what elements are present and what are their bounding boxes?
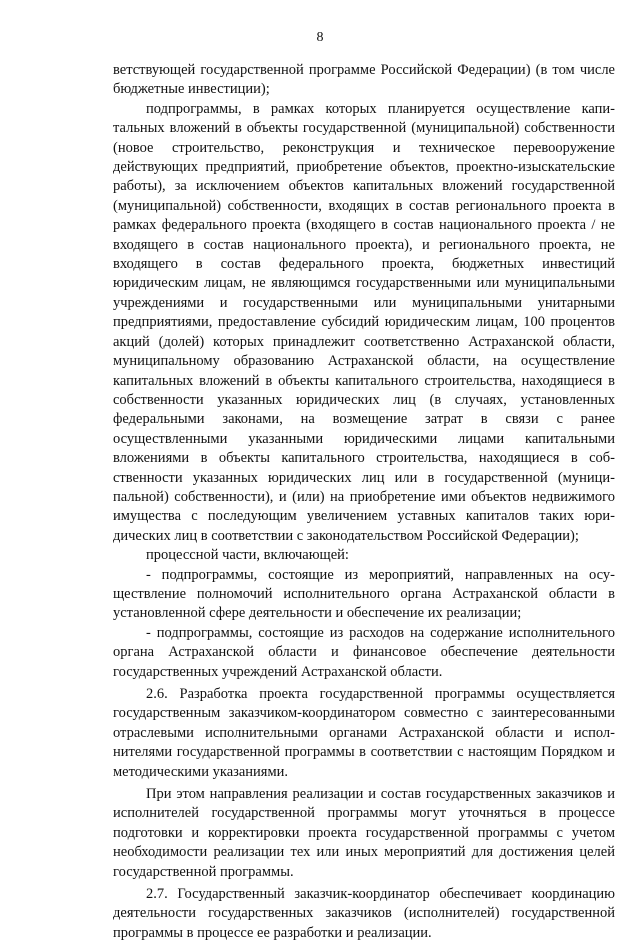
paragraph-section-2-7: 2.7. Государственный заказчик-координатор обеспечивает координацию деятельности государственных заказчиков (исполнителей) государственной программы в процессе ее разработки и реализации. (113, 886, 615, 941)
paragraph-process-part: процессной части, включающей: (146, 547, 349, 564)
paragraph-section-2-6: 2.6. Разработка проекта государственной программы осуществляется государственным заказчиком-координатором совместно с заинтересованными отраслевыми исполнительными органами Астраханской области и исполнителями государственной программы в соответствии с настоящим Порядком и методическими указаниями. (113, 686, 615, 780)
paragraph-capital-investment-subprograms: подпрограммы, в рамках которых планируется осуществление капитальных вложений в объекты государственной (муниципальной) собственности (новое строительство, реконструкция и техническое перевооружение действующих предприятий, приобретение объектов, проектно-изыскательские работы), за исключением объектов капитальных вложений государственной (муниципальной) собственности, входящих в состав регионального проекта в рамках федерального проекта (входящего в состав национального проекта / не входящего в состав национального проекта), и регионального проекта, не входящего в состав федерального проекта, бюджетных инвестиций юридическим лицам, не являющимся государственными или муниципальными учреждениями и государственными или муниципальными унитарными предприятиями, предоставление субсидий юридическим лицам, 100 процентов акций (долей) которых принадлежит соответственно Астраханской области, муниципальному образованию Астраханской области, на осуществление капитальных вложений в объекты капитального строительства, находящиеся в собственности указанных юридических лиц (в случаях, установленных федеральными законами, на возмещение затрат в связи с ранее осуществленными указанными юридическими лицами капитальными вложениями в объекты капитального строительства, находящиеся в собственности указанных юридических лиц или в государственной (муниципальной) собственности), и (или) на приобретение ими объектов недвижимого имущества с последующим увеличением уставных капиталов таких юридических лиц в соответствии с законодательством Российской Федерации); (113, 100, 615, 544)
paragraph-continuation: ветствующей государственной программе Российской Федерации) (в том числе бюджетные инвестиции); (113, 62, 615, 98)
list-item-maintenance-subprograms: - подпрограммы, состоящие из расходов на содержание исполнительного органа Астраханской области и финансовое обеспечение деятельности государственных учреждений Астраханской области. (113, 624, 615, 680)
paragraph-section-2-6-clarification: При этом направления реализации и состав государственных заказчиков и исполнителей государственной программы могут уточняться в процессе подготовки и корректировки проекта государственной программы с учетом необходимости реализации тех или иных мероприятий для достижения целей государственной программы. (113, 786, 615, 880)
page-number: 8 (316, 30, 324, 45)
document-body (113, 61, 615, 943)
list-item-authority-subprograms: - подпрограммы, состоящие из мероприятий, направленных на осуществление полномочий исполнительного органа Астраханской области в установленной сфере деятельности и обеспечение их реализации; (113, 566, 615, 622)
